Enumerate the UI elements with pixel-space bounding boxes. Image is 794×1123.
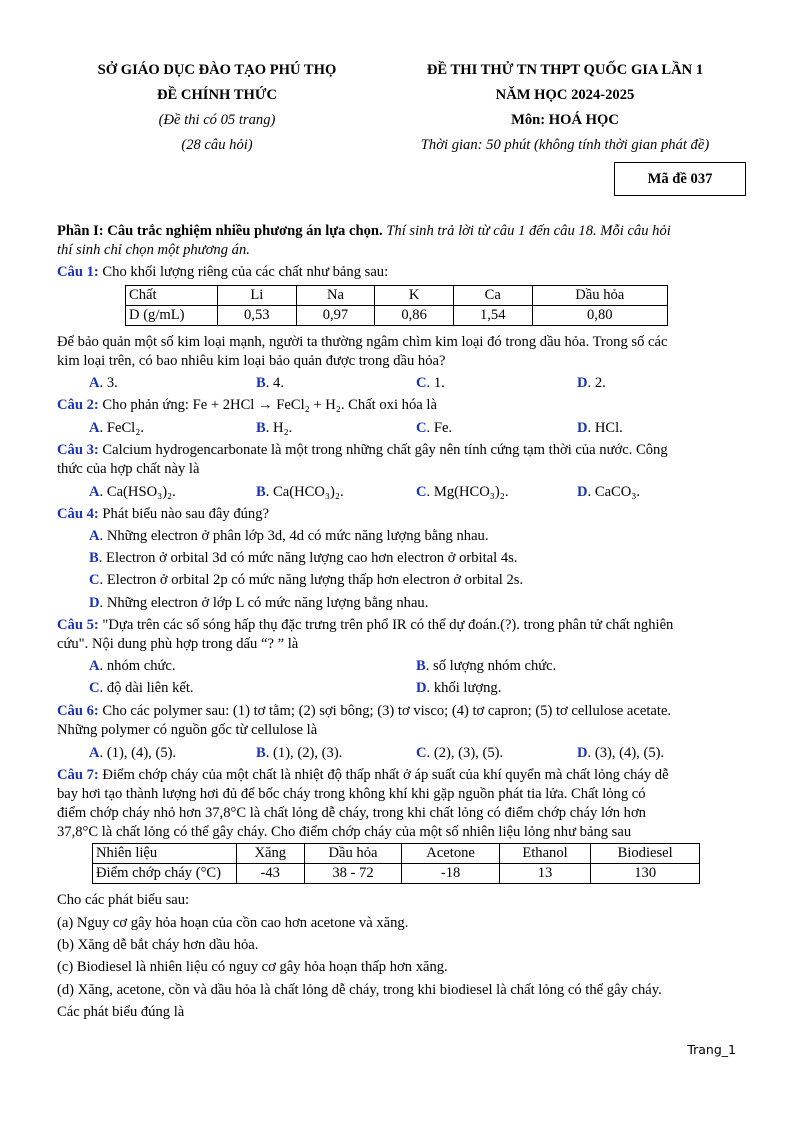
flash-point-table bbox=[92, 843, 700, 884]
option-text: . nhóm chức. bbox=[99, 658, 176, 674]
q1-option-c[interactable] bbox=[416, 374, 445, 392]
table-cell: Nhiên liệu bbox=[93, 844, 237, 864]
q1-option-a[interactable] bbox=[89, 374, 118, 392]
option-text: . (3), (4), (5). bbox=[587, 745, 665, 761]
option-letter: D bbox=[577, 745, 588, 761]
table-cell: D (g/mL) bbox=[126, 306, 218, 326]
statement-b: (b) Xăng dễ bắt cháy hơn dầu hỏa. bbox=[57, 937, 259, 953]
statement-a: (a) Nguy cơ gây hỏa hoạn của cồn cao hơn acetone và xăng. bbox=[57, 915, 409, 931]
question-3-label: Câu 3: bbox=[57, 442, 99, 458]
option-text: . 2. bbox=[587, 375, 606, 391]
option-text: . Electron ở orbital 2p có mức năng lượng thấp hơn electron ở orbital 2s. bbox=[99, 572, 524, 588]
option-text: . Electron ở orbital 3d có mức năng lượng cao hơn electron ở orbital 4s. bbox=[98, 550, 518, 566]
question-7-text-3: điểm chớp cháy nhỏ hơn 37,8°C là chất lỏng dễ cháy, trong khi chất lỏng có điểm chớp cháy lớn hơn bbox=[57, 805, 646, 821]
option-letter: C bbox=[89, 680, 100, 696]
table-cell: 130 bbox=[591, 864, 700, 884]
question-4 bbox=[57, 505, 738, 523]
option-letter: A bbox=[89, 420, 100, 436]
option-letter: A bbox=[89, 745, 100, 761]
option-text: . 4. bbox=[265, 375, 284, 391]
question-3-text-2: thức của hợp chất này là bbox=[57, 461, 200, 477]
exam-year: NĂM HỌC 2024-2025 bbox=[495, 87, 635, 103]
question-7-text-4: 37,8°C là chất lỏng có thể gây cháy. Cho điểm chớp cháy của một số nhiên liệu lỏng như bảng sau bbox=[57, 824, 632, 840]
q1-option-d[interactable] bbox=[577, 374, 606, 392]
table-cell: Ca bbox=[453, 286, 532, 306]
question-7-text: Điểm chớp cháy của một chất là nhiệt độ thấp nhất ở áp suất của khí quyển mà chất lỏng cháy dễ bbox=[102, 767, 669, 783]
q5-option-d[interactable] bbox=[416, 679, 501, 697]
option-letter: B bbox=[256, 484, 266, 500]
q4-option-c[interactable] bbox=[89, 571, 523, 589]
dept-name: SỞ GIÁO DỤC ĐÀO TẠO PHÚ THỌ bbox=[97, 62, 337, 78]
option-letter: C bbox=[89, 572, 100, 588]
table-cell: Li bbox=[218, 286, 297, 306]
q5-option-c[interactable] bbox=[89, 679, 194, 697]
option-text: . Mg(HCO₃)₂. bbox=[426, 484, 509, 500]
q4-option-a[interactable] bbox=[89, 527, 489, 545]
table-cell: -43 bbox=[237, 864, 305, 884]
question-5 bbox=[57, 616, 738, 634]
q3-option-b[interactable] bbox=[256, 483, 344, 501]
question-2 bbox=[57, 396, 738, 414]
part1-heading bbox=[57, 222, 738, 240]
density-table bbox=[125, 285, 668, 326]
question-3-text: Calcium hydrogencarbonate là một trong những chất gây nên tính cứng tạm thời của nước. Công bbox=[102, 442, 668, 458]
q2-option-d[interactable] bbox=[577, 419, 623, 437]
table-cell: Biodiesel bbox=[591, 844, 700, 864]
q5-option-a[interactable] bbox=[89, 657, 176, 675]
option-letter: A bbox=[89, 658, 100, 674]
table-cell: Na bbox=[296, 286, 375, 306]
question-2-text: Cho phản ứng: Fe + 2HCl → FeCl₂ + H₂. Chất oxi hóa là bbox=[102, 397, 437, 413]
q6-option-d[interactable] bbox=[577, 744, 664, 762]
table-row bbox=[93, 864, 700, 884]
q3-option-d[interactable] bbox=[577, 483, 640, 501]
option-text: . 1. bbox=[426, 375, 445, 391]
question-1-text: Cho khối lượng riêng của các chất như bảng sau: bbox=[102, 264, 389, 280]
option-letter: C bbox=[416, 375, 427, 391]
option-letter: D bbox=[577, 420, 588, 436]
table-cell: 1,54 bbox=[453, 306, 532, 326]
option-text: . (1), (2), (3). bbox=[265, 745, 343, 761]
statements-closing: Các phát biểu đúng là bbox=[57, 1004, 185, 1020]
option-letter: D bbox=[416, 680, 427, 696]
question-5-label: Câu 5: bbox=[57, 617, 99, 633]
q1-option-b[interactable] bbox=[256, 374, 284, 392]
option-text: . HCl. bbox=[587, 420, 623, 436]
table-cell: 13 bbox=[499, 864, 591, 884]
q4-option-d[interactable] bbox=[89, 594, 428, 612]
table-cell: 0,97 bbox=[296, 306, 375, 326]
exam-subject: Môn: HOÁ HỌC bbox=[511, 112, 619, 128]
option-text: . độ dài liên kết. bbox=[99, 680, 194, 696]
question-7-text-2: bay hơi tạo thành lượng hơi đủ để bốc cháy trong không khí khi gặp nguồn phát tia lửa. Chất lỏng có bbox=[57, 786, 646, 802]
question-4-text: Phát biểu nào sau đây đúng? bbox=[102, 506, 269, 522]
table-cell: 0,80 bbox=[532, 306, 667, 326]
option-text: . (1), (4), (5). bbox=[99, 745, 177, 761]
exam-title: ĐỀ THI THỬ TN THPT QUỐC GIA LẦN 1 bbox=[426, 62, 704, 78]
option-text: . khối lượng. bbox=[426, 680, 502, 696]
table-header-row bbox=[93, 844, 700, 864]
table-cell: Acetone bbox=[402, 844, 499, 864]
q6-option-b[interactable] bbox=[256, 744, 342, 762]
table-cell: 0,86 bbox=[375, 306, 454, 326]
table-cell: -18 bbox=[402, 864, 499, 884]
option-text: . 3. bbox=[99, 375, 118, 391]
table-cell: Xăng bbox=[237, 844, 305, 864]
page-count: (Đề thi có 05 trang) bbox=[158, 112, 276, 128]
q4-option-b[interactable] bbox=[89, 549, 517, 567]
table-cell: Dầu hỏa bbox=[304, 844, 402, 864]
table-cell: Ethanol bbox=[499, 844, 591, 864]
page-number: Trang_1 bbox=[687, 1042, 736, 1057]
option-letter: C bbox=[416, 745, 427, 761]
question-6-label: Câu 6: bbox=[57, 703, 99, 719]
option-text: . Những electron ở phân lớp 3d, 4d có mức năng lượng bằng nhau. bbox=[99, 528, 489, 544]
q6-option-c[interactable] bbox=[416, 744, 503, 762]
part1-title: Phần I: Câu trắc nghiệm nhiều phương án lựa chọn. bbox=[57, 223, 383, 239]
option-text: . Những electron ở lớp L có mức năng lượng bằng nhau. bbox=[99, 595, 429, 611]
option-text: . FeCl₂. bbox=[99, 420, 144, 436]
option-text: . (2), (3), (5). bbox=[426, 745, 504, 761]
option-letter: B bbox=[416, 658, 426, 674]
option-text: . số lượng nhóm chức. bbox=[425, 658, 557, 674]
table-cell: K bbox=[375, 286, 454, 306]
question-6 bbox=[57, 702, 738, 720]
exam-time: Thời gian: 50 phút (không tính thời gian phát đề) bbox=[420, 137, 710, 153]
q6-option-a[interactable] bbox=[89, 744, 176, 762]
question-5-text-2: cứu". Nội dung phù hợp trong dấu “? ” là bbox=[57, 636, 299, 652]
option-letter: A bbox=[89, 528, 100, 544]
question-1-text-3: kim loại trên, có bao nhiêu kim loại bảo quản được trong dầu hỏa? bbox=[57, 353, 446, 369]
official-label: ĐỀ CHÍNH THỨC bbox=[156, 87, 277, 103]
table-header-row bbox=[126, 286, 668, 306]
table-row bbox=[126, 306, 668, 326]
table-cell: 0,53 bbox=[218, 306, 297, 326]
question-7-label: Câu 7: bbox=[57, 767, 99, 783]
option-text: . H₂. bbox=[265, 420, 293, 436]
table-cell: Dầu hỏa bbox=[532, 286, 667, 306]
question-7 bbox=[57, 766, 738, 784]
statement-d: (d) Xăng, acetone, cồn và dầu hỏa là chất lỏng dễ cháy, trong khi biodiesel là chất lỏng có thể gây cháy. bbox=[57, 982, 662, 998]
question-4-label: Câu 4: bbox=[57, 506, 99, 522]
option-letter: D bbox=[577, 375, 588, 391]
question-1 bbox=[57, 263, 738, 281]
table-cell: Chất bbox=[126, 286, 218, 306]
option-letter: A bbox=[89, 484, 100, 500]
part1-instruction: Thí sinh trả lời từ câu 1 đến câu 18. Mỗi câu hỏi bbox=[386, 223, 671, 239]
q5-option-b[interactable] bbox=[416, 657, 556, 675]
question-2-label: Câu 2: bbox=[57, 397, 99, 413]
option-letter: A bbox=[89, 375, 100, 391]
option-text: . Fe. bbox=[426, 420, 453, 436]
question-3 bbox=[57, 441, 738, 459]
option-letter: B bbox=[89, 550, 99, 566]
statement-c: (c) Biodiesel là nhiên liệu có nguy cơ gây hỏa hoạn thấp hơn xăng. bbox=[57, 959, 448, 975]
option-letter: D bbox=[89, 595, 100, 611]
question-6-text-2: Những polymer có nguồn gốc từ cellulose là bbox=[57, 722, 318, 738]
option-text: . Ca(HCO₃)₂. bbox=[265, 484, 344, 500]
question-count: (28 câu hỏi) bbox=[181, 137, 253, 153]
option-letter: B bbox=[256, 745, 266, 761]
question-1-text-2: Để bảo quản một số kim loại mạnh, người ta thường ngâm chìm kim loại đó trong dầu hỏa. Trong số các bbox=[57, 334, 668, 350]
option-text: . CaCO₃. bbox=[587, 484, 641, 500]
q3-option-a[interactable] bbox=[89, 483, 176, 501]
q2-option-b[interactable] bbox=[256, 419, 292, 437]
question-6-text: Cho các polymer sau: (1) tơ tằm; (2) sợi bông; (3) tơ visco; (4) tơ capron; (5) tơ cellulose acetate. bbox=[102, 703, 672, 719]
option-letter: B bbox=[256, 420, 266, 436]
table-cell: Điểm chớp cháy (°C) bbox=[93, 864, 237, 884]
option-letter: D bbox=[577, 484, 588, 500]
exam-code: Mã đề 037 bbox=[614, 162, 746, 196]
q2-option-a[interactable] bbox=[89, 419, 144, 437]
option-text: . Ca(HSO₃)₂. bbox=[99, 484, 176, 500]
part1-instruction-2: thí sinh chỉ chọn một phương án. bbox=[57, 242, 250, 258]
q2-option-c[interactable] bbox=[416, 419, 452, 437]
question-1-label: Câu 1: bbox=[57, 264, 99, 280]
table-cell: 38 - 72 bbox=[304, 864, 402, 884]
option-letter: C bbox=[416, 484, 427, 500]
q3-option-c[interactable] bbox=[416, 483, 508, 501]
option-letter: C bbox=[416, 420, 427, 436]
statements-intro: Cho các phát biểu sau: bbox=[57, 892, 190, 908]
option-letter: B bbox=[256, 375, 266, 391]
question-5-text: "Dựa trên các số sóng hấp thụ đặc trưng trên phổ IR có thể dự đoán.(?). trong phân tử chất nghiên bbox=[102, 617, 674, 633]
